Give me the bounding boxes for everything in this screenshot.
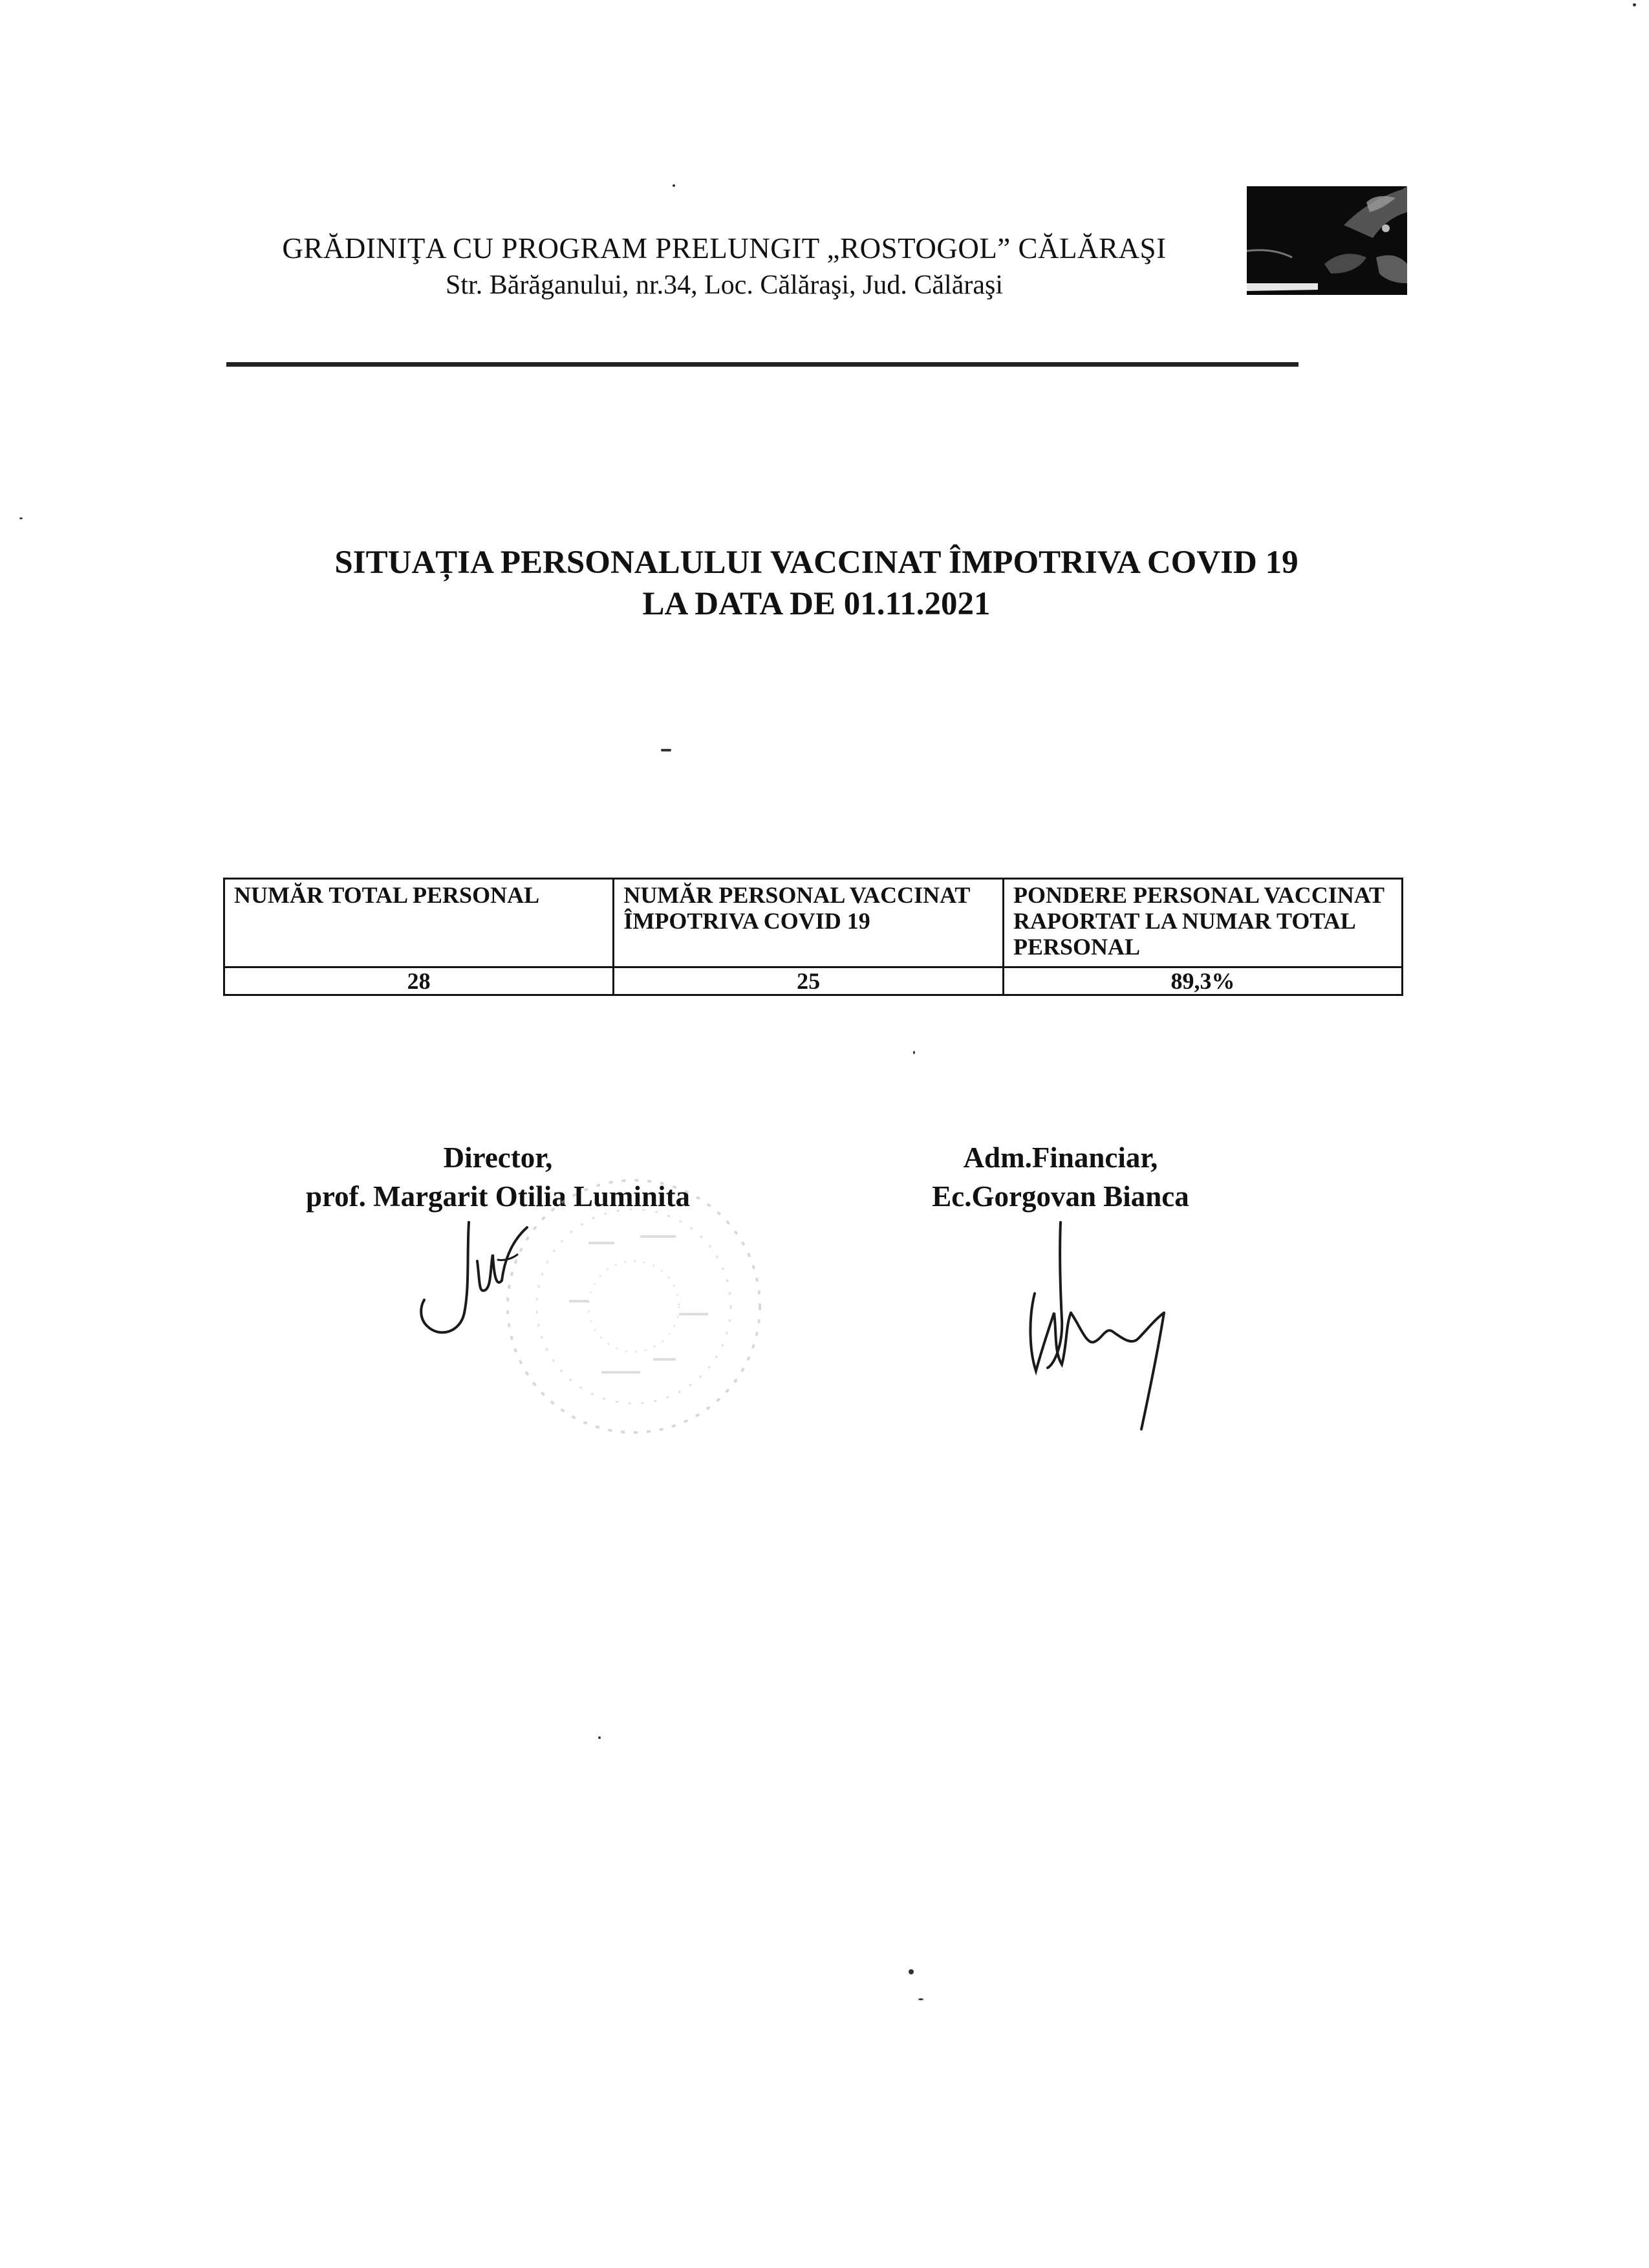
director-role: Director, [443,1141,553,1174]
header-divider [226,362,1299,367]
header-total-staff: NUMĂR TOTAL PERSONAL [224,879,614,967]
scan-speck [918,1998,923,2000]
school-logo-icon [1247,186,1407,295]
financial-role: Adm.Financiar, [963,1141,1158,1174]
handwritten-signature-icon [407,1216,563,1345]
institution-name: GRĂDINIŢA CU PROGRAM PRELUNGIT „ROSTOGOL” CĂLĂRAŞI [282,232,1167,265]
financial-name: Ec.Gorgovan Bianca [932,1180,1189,1213]
header-vaccination-share: PONDERE PERSONAL VACCINAT RAPORTAT LA NUMAR TOTAL PERSONAL [1003,879,1402,967]
cell-vaccination-share: 89,3% [1003,967,1402,995]
scan-speck [598,1736,601,1739]
institution-address: Str. Bărăganului, nr.34, Loc. Călăraşi, Jud. Călăraşi [446,270,1003,300]
table-row [224,967,1403,995]
director-name: prof. Margarit Otilia Luminita [305,1180,691,1213]
cell-total-staff: 28 [224,967,614,995]
letterhead [220,230,1229,303]
scan-speck [673,184,675,187]
header-vaccinated-staff: NUMĂR PERSONAL VACCINAT ÎMPOTRIVA COVID 19 [614,879,1004,967]
scan-speck [661,749,671,751]
cell-vaccinated-staff: 25 [614,967,1004,995]
scan-speck [19,517,23,519]
scan-speck [913,1051,915,1054]
document-title [194,542,1439,625]
title-line-1: SITUAȚIA PERSONALULUI VACCINAT ÎMPOTRIVA COVID 19 [334,545,1299,581]
scan-speck [1633,3,1636,6]
scan-speck [909,1969,914,1974]
vaccination-table [223,878,1403,996]
title-line-2: LA DATA DE 01.11.2021 [642,586,991,622]
signature-block-financial [847,1138,1274,1216]
handwritten-signature-icon [1009,1216,1183,1436]
table-header-row [224,879,1403,967]
